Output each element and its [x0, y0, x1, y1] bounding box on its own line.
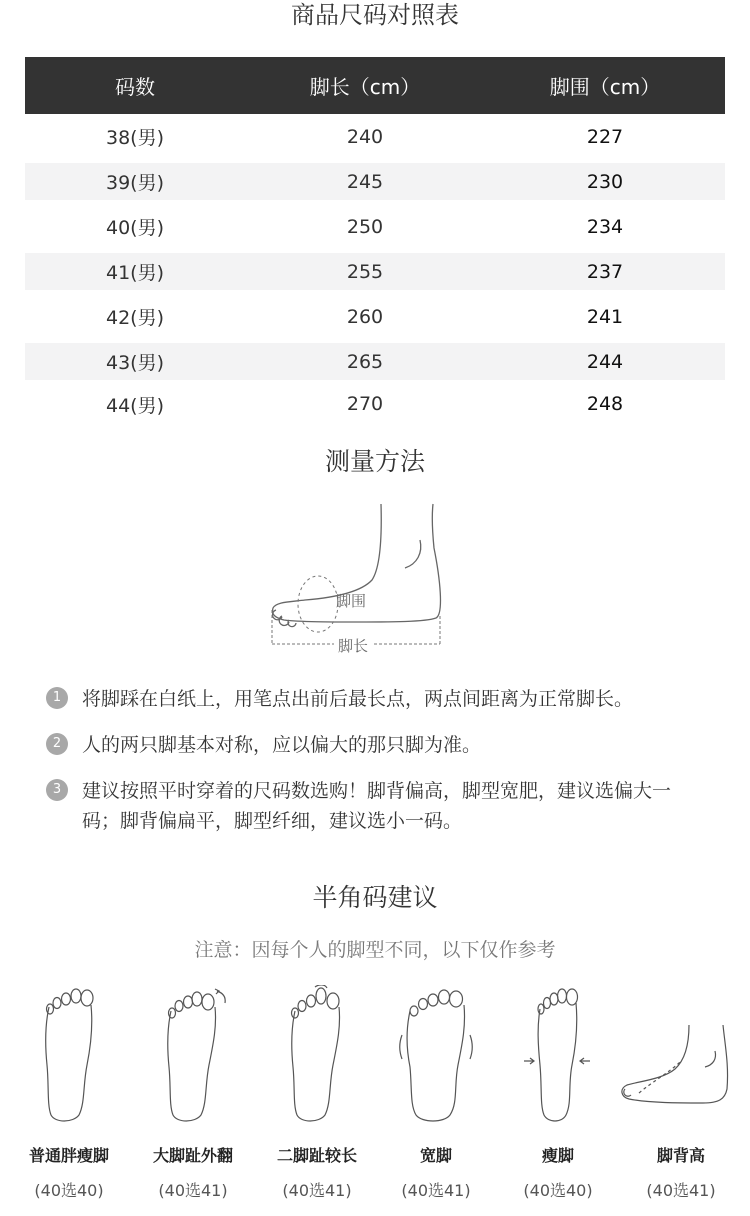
foot-type-item — [496, 985, 620, 1200]
narrow-foot-icon — [496, 985, 620, 1135]
header-foot-length: 脚长（cm） — [309, 75, 421, 99]
table-row — [25, 384, 725, 424]
size-chart-table — [25, 57, 725, 424]
list-item — [46, 684, 726, 714]
step-number: 1 — [46, 687, 68, 709]
high-instep-icon — [619, 985, 743, 1135]
long-second-toe-icon — [255, 985, 379, 1135]
foot-type-recommendation: (40选40) — [34, 1181, 104, 1200]
foot-type-recommendation: (40选41) — [401, 1181, 471, 1200]
wide-foot-icon — [374, 985, 498, 1135]
table-row — [25, 343, 725, 380]
step-text: 将脚踩在白纸上，用笔点出前后最长点，两点间距离为正常脚长。 — [82, 688, 634, 710]
step-text: 建议按照平时穿着的尺码数选购！脚背偏高，脚型宽肥，建议选偏大一码；脚背偏扁平，脚型纤细，建议选小一码。 — [82, 780, 672, 832]
cell-length: 270 — [346, 393, 384, 415]
cell-girth: 241 — [586, 305, 624, 328]
cell-size: 40(男) — [105, 217, 164, 239]
cell-girth: 230 — [586, 170, 624, 193]
measure-title: 测量方法 — [324, 447, 425, 476]
cell-girth: 244 — [586, 350, 624, 373]
foot-type-name: 大脚趾外翻 — [152, 1146, 233, 1165]
table-row — [25, 253, 725, 290]
table-row — [25, 204, 725, 249]
cell-girth: 234 — [586, 215, 624, 238]
cell-length: 265 — [346, 350, 384, 373]
cell-size: 41(男) — [105, 262, 164, 284]
table-row — [25, 294, 725, 339]
cell-length: 255 — [346, 260, 384, 283]
step-number: 3 — [46, 779, 68, 801]
cell-length: 245 — [346, 170, 384, 193]
measure-illustration — [260, 498, 460, 658]
foot-type-recommendation: (40选40) — [523, 1181, 593, 1200]
normal-foot-icon — [7, 985, 131, 1135]
length-label: 脚长 — [338, 637, 369, 655]
cell-length: 240 — [346, 125, 384, 148]
cell-length: 250 — [346, 215, 384, 238]
header-size: 码数 — [115, 75, 155, 99]
advice-note: 注意：因每个人的脚型不同，以下仅作参考 — [194, 939, 556, 961]
foot-type-item — [374, 985, 498, 1200]
table-header — [25, 57, 725, 114]
measure-instructions — [46, 684, 726, 852]
girth-label: 脚围 — [336, 592, 367, 610]
cell-size: 42(男) — [105, 307, 164, 329]
foot-type-name: 脚背高 — [656, 1146, 705, 1165]
foot-type-item — [619, 985, 743, 1200]
side-foot-icon — [260, 498, 460, 658]
foot-type-recommendation: (40选41) — [158, 1181, 228, 1200]
step-text: 人的两只脚基本对称，应以偏大的那只脚为准。 — [82, 734, 482, 756]
advice-title: 半角码建议 — [312, 883, 438, 912]
cell-girth: 248 — [586, 393, 624, 415]
table-row — [25, 163, 725, 200]
foot-type-recommendation: (40选41) — [646, 1181, 716, 1200]
step-number: 2 — [46, 733, 68, 755]
bunion-foot-icon — [131, 985, 255, 1135]
foot-types — [0, 985, 750, 1205]
cell-girth: 227 — [586, 125, 624, 148]
cell-size: 39(男) — [105, 172, 164, 194]
foot-type-item — [131, 985, 255, 1200]
foot-type-recommendation: (40选41) — [282, 1181, 352, 1200]
foot-type-item — [7, 985, 131, 1200]
foot-type-name: 二脚趾较长 — [276, 1146, 357, 1165]
cell-size: 43(男) — [105, 352, 164, 374]
cell-size: 44(男) — [105, 394, 164, 417]
foot-type-name: 普通胖瘦脚 — [28, 1146, 109, 1165]
table-row — [25, 114, 725, 159]
list-item — [46, 776, 726, 836]
cell-size: 38(男) — [105, 127, 164, 149]
cell-length: 260 — [346, 305, 384, 328]
list-item — [46, 730, 726, 760]
foot-type-name: 瘦脚 — [541, 1146, 574, 1165]
foot-type-item — [255, 985, 379, 1200]
cell-girth: 237 — [586, 260, 624, 283]
header-foot-girth: 脚围（cm） — [549, 75, 661, 99]
foot-type-name: 宽脚 — [419, 1146, 452, 1165]
page-title: 商品尺码对照表 — [291, 1, 459, 29]
